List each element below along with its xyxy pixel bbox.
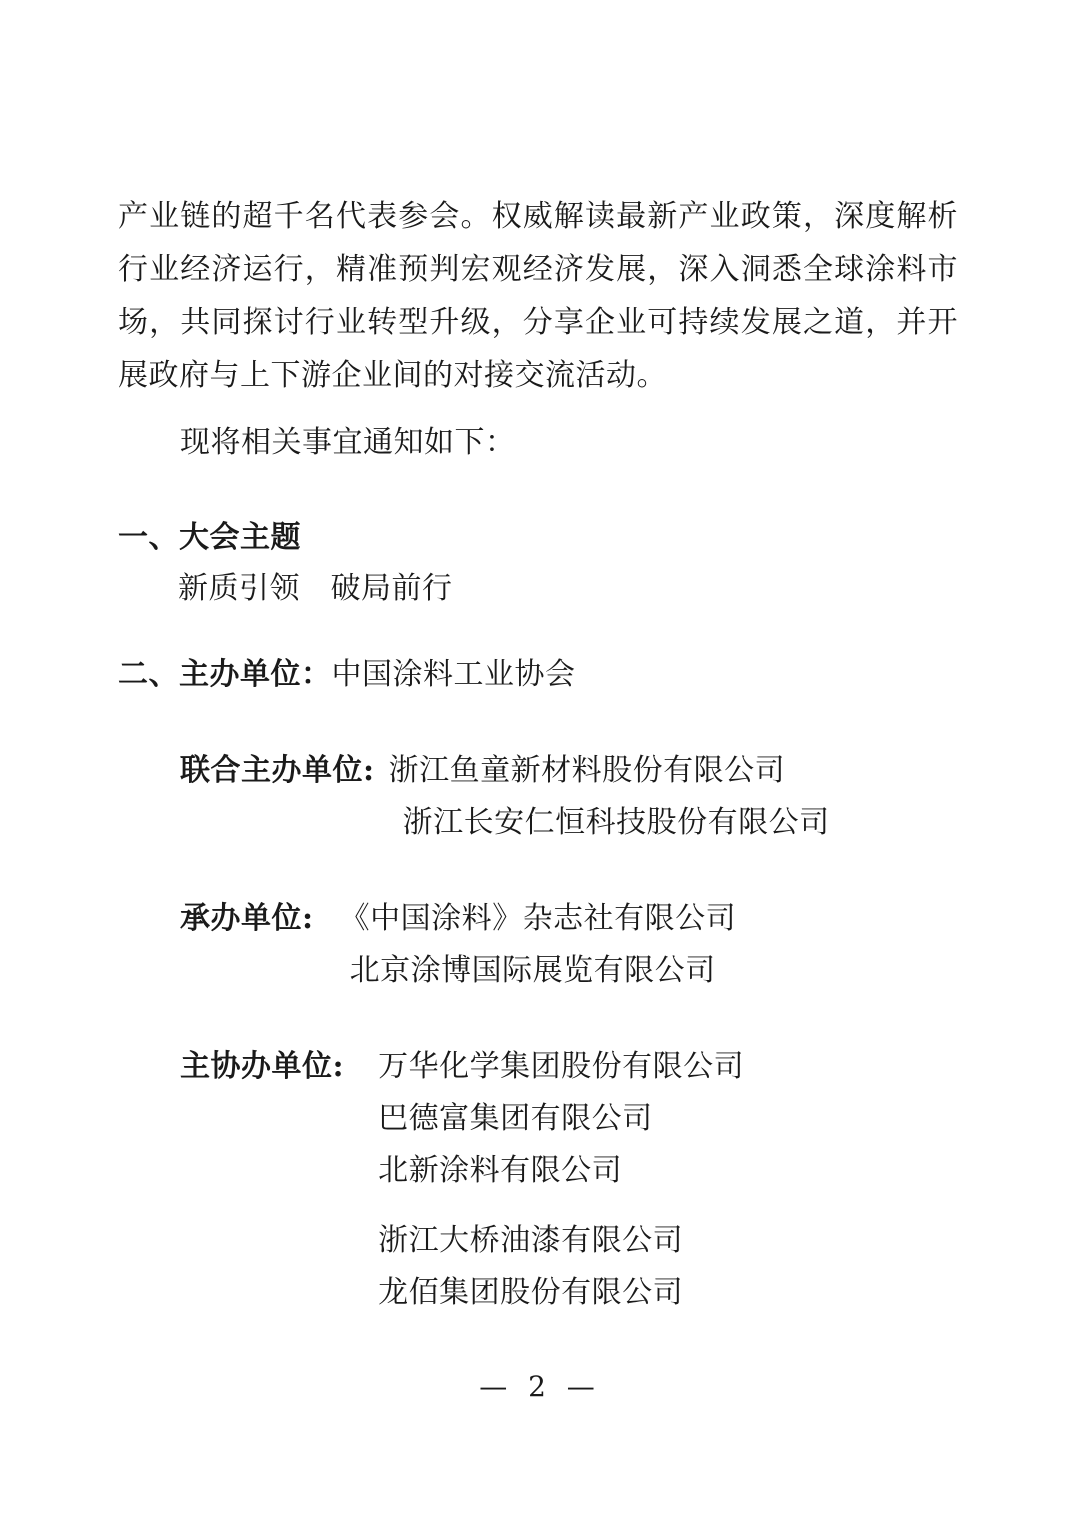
section-two-heading-value: 中国涂料工业协会 bbox=[331, 657, 576, 692]
section-two-heading bbox=[118, 649, 958, 701]
spacer bbox=[118, 469, 958, 513]
undertaker-values bbox=[340, 893, 737, 997]
co-sponsor-value: 浙江大桥油漆有限公司 bbox=[378, 1223, 684, 1258]
undertaker-value: 北京涂博国际展览有限公司 bbox=[349, 953, 716, 988]
spacer bbox=[378, 1197, 744, 1215]
co-organizer-group bbox=[118, 745, 958, 849]
co-organizer-values bbox=[389, 745, 830, 849]
spacer bbox=[118, 615, 958, 649]
co-sponsor-value: 巴德富集团有限公司 bbox=[378, 1101, 653, 1136]
co-sponsor-values bbox=[378, 1041, 744, 1319]
co-sponsor-value: 万华化学集团股份有限公司 bbox=[378, 1049, 745, 1084]
spacer bbox=[118, 997, 958, 1041]
undertaker-label: 承办单位: bbox=[180, 901, 314, 936]
co-organizer-value: 浙江长安仁恒科技股份有限公司 bbox=[402, 805, 830, 840]
spacer bbox=[118, 402, 958, 416]
co-sponsor-value: 北新涂料有限公司 bbox=[378, 1153, 623, 1188]
page-number: — 2 — bbox=[479, 1370, 601, 1403]
co-sponsor-value: 龙佰集团股份有限公司 bbox=[378, 1275, 684, 1310]
undertaker-value: 《中国涂料》杂志社有限公司 bbox=[339, 901, 737, 936]
co-sponsor-group bbox=[118, 1041, 958, 1319]
undertaker-group bbox=[118, 893, 958, 997]
spacer bbox=[118, 849, 958, 893]
section-two-heading-label: 二、主办单位： bbox=[118, 657, 332, 692]
section-one-theme: 新质引领 破局前行 bbox=[178, 571, 453, 606]
body-paragraph-2: 现将相关事宜通知如下： bbox=[180, 425, 516, 460]
body-paragraph-1: 产业链的超千名代表参会。权威解读最新产业政策，深度解析行业经济运行，精准预判宏观经济发展，深入洞悉全球涂料市场，共同探讨行业转型升级，分享企业可持续发展之道，并开展政府与上下游企业间的对接交流活动。 bbox=[118, 199, 958, 393]
co-organizer-label: 联合主办单位: bbox=[180, 753, 375, 788]
co-sponsor-label: 主协办单位: bbox=[180, 1049, 345, 1084]
page-content bbox=[118, 190, 958, 1319]
spacer bbox=[118, 701, 958, 745]
section-one-heading: 一、大会主题 bbox=[118, 520, 301, 555]
co-organizer-value: 浙江鱼童新材料股份有限公司 bbox=[388, 753, 786, 788]
